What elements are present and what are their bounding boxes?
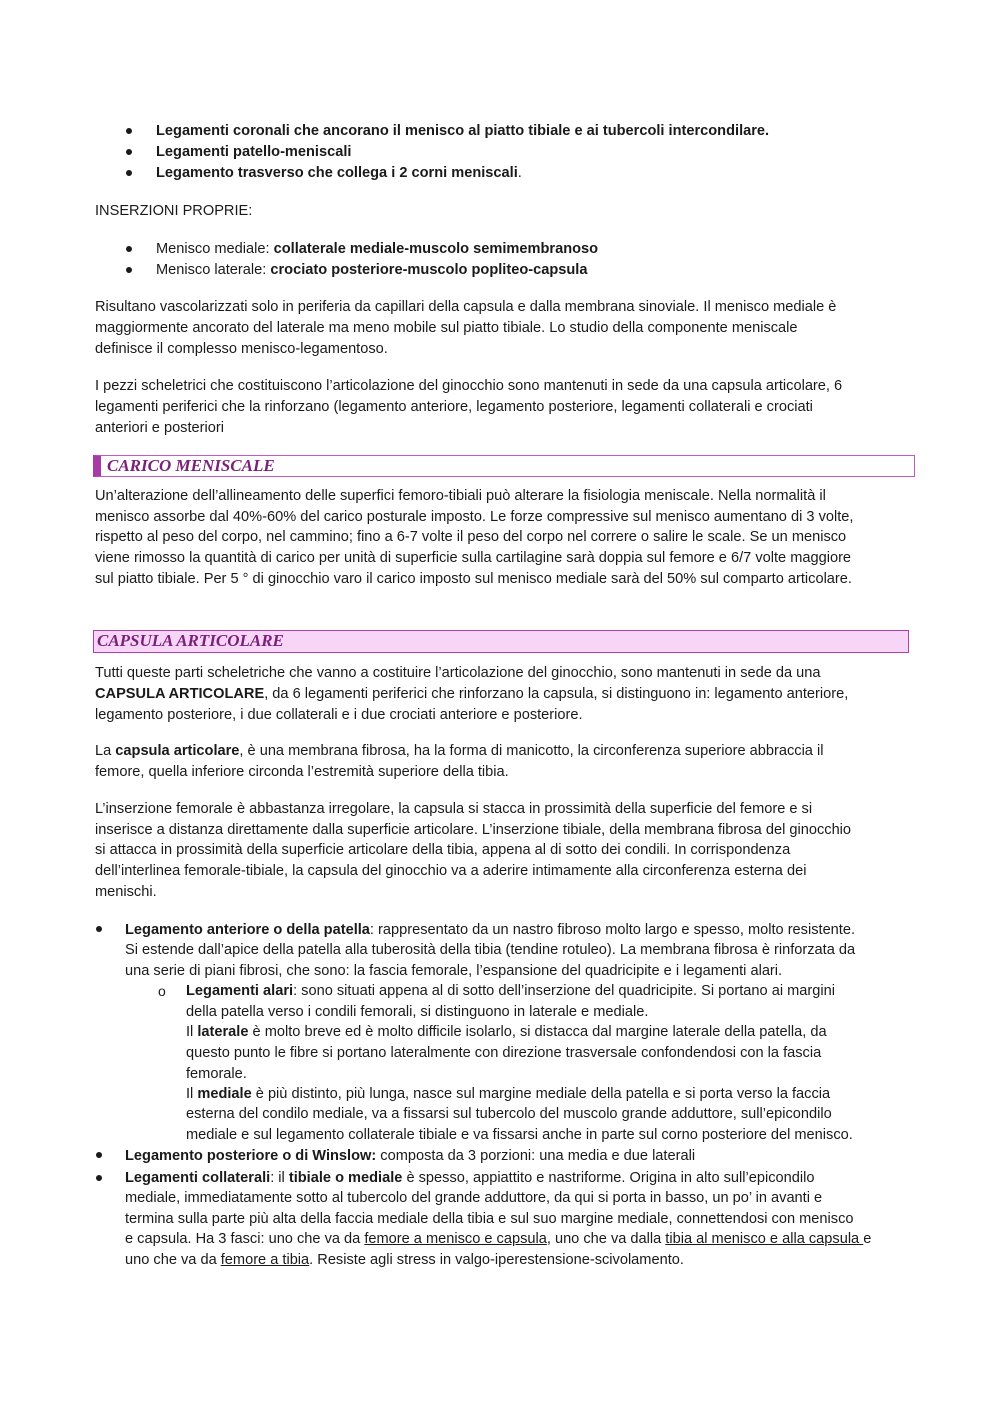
bullet-icon — [126, 170, 132, 176]
paragraph-line: si attacca in prossimità della superficie articolare della tibia, appena al di sotto dei condili. In corrispondenza — [95, 842, 791, 858]
text-run: è più distinto, più lunga, nasce sul margine mediale della patella e si porta verso la faccia — [251, 1086, 831, 1102]
text-run: uno che va da — [125, 1252, 221, 1268]
text-run: : il — [270, 1170, 289, 1186]
list-item-text: Legamento trasverso che collega i 2 corni meniscali — [156, 165, 518, 181]
paragraph-line: una serie di piani fibrosi, che sono: la fascia femorale, l’espansione del quadricipite e i legamenti alari. — [125, 963, 783, 979]
list-item — [156, 239, 598, 259]
paragraph-line: anteriori e posteriori — [95, 420, 224, 436]
paragraph-line: Un’alterazione dell’allineamento delle superfici femoro-tibiali può alterare la fisiologia meniscale. Nella normalità il — [95, 488, 826, 504]
paragraph-line — [125, 1250, 684, 1270]
paragraph-line: menischi. — [95, 884, 157, 900]
paragraph-line: dell’interlinea femorale-tibiale, la capsula del ginocchio va a aderire intimamente alla circonferenza esterna dei — [95, 863, 807, 879]
bullet-icon — [126, 246, 132, 252]
paragraph-line — [186, 1084, 830, 1104]
list-item — [156, 260, 587, 280]
bullet-icon — [96, 1152, 102, 1158]
paragraph-line: femorale. — [186, 1066, 247, 1082]
paragraph-line: Si estende dall’apice della patella alla tuberosità della tibia (tendine rotuleo). La membrana fibrosa è rinforzata da — [125, 942, 856, 958]
bold-term: tibiale o mediale — [288, 1170, 403, 1186]
text-run: è molto breve ed è molto difficile isolarlo, si distacca dal margine laterale della patella, da — [248, 1024, 827, 1040]
text-run: composta da 3 porzioni: una media e due laterali — [376, 1148, 696, 1164]
bold-term: mediale — [197, 1086, 252, 1102]
bullet-icon — [126, 128, 132, 134]
paragraph-line: Risultano vascolarizzati solo in periferia da capillari della capsula e dalla membrana sinoviale. Il menisco mediale è — [95, 299, 837, 315]
text-run: La — [95, 743, 116, 759]
list-item: Legamenti patello-meniscali — [156, 144, 352, 160]
bold-term: capsula articolare — [115, 743, 240, 759]
paragraph-line: mediale, immediatamente sotto al tubercolo del grande adduttore, da qui si porta in basso, un po’ in avanti e — [125, 1190, 823, 1206]
paragraph-line: rispetto al peso del corpo, nel cammino; fino a 6-7 volte il peso del corpo nel correre o salire le scale. Se un menisco — [95, 529, 847, 545]
list-item — [125, 1146, 695, 1166]
list-item — [156, 163, 522, 183]
insertion-label: Menisco mediale: — [156, 241, 274, 257]
bullet-icon — [96, 1175, 102, 1181]
paragraph-line — [95, 741, 823, 761]
list-item: Legamenti coronali che ancorano il menisco al piatto tibiale e ai tubercoli intercondilare. — [156, 123, 770, 139]
bullet-icon — [96, 926, 102, 932]
bold-term: Legamento anteriore o della patella — [125, 922, 370, 938]
paragraph-line: legamento posteriore, i due collaterali e i due crociati anteriore e posteriore. — [95, 707, 583, 723]
insertion-label: Menisco laterale: — [156, 262, 271, 278]
underlined-text: femore a menisco e capsula — [364, 1231, 547, 1247]
bold-term: laterale — [197, 1024, 249, 1040]
paragraph-line: femore, quella inferiore circonda l’estremità superiore della tibia. — [95, 764, 509, 780]
paragraph-line — [95, 684, 848, 704]
paragraph-line: mediale e sul legamento collaterale tibiale e va fissarsi anche in parte sul corno posteriore del menisco. — [186, 1127, 853, 1143]
text-run: : rappresentato da un nastro fibroso molto largo e spesso, molto resistente. — [369, 922, 856, 938]
paragraph-line: Tutti queste parti scheletriche che vanno a costituire l’articolazione del ginocchio, sono mantenuti in sede da una — [95, 665, 821, 681]
text-run: Il — [186, 1024, 198, 1040]
paragraph-line: inserisce a distanza direttamente dalla superficie articolare. L’inserzione tibiale, della membrana fibrosa del ginocchio — [95, 822, 852, 838]
text-run: è spesso, appiattito e nastriforme. Origina in alto sull’epicondilo — [402, 1170, 815, 1186]
paragraph-line: L’inserzione femorale è abbastanza irregolare, la capsula si stacca in prossimità della superficie del femore e si — [95, 801, 813, 817]
bullet-icon — [126, 149, 132, 155]
paragraph-line: viene rimosso la quantità di carico per unità di superficie sulla cartilagine sarà doppia sul femore e 6/7 volte maggiore — [95, 550, 852, 566]
text-run: , da 6 legamenti periferici che rinforzano la capsula, si distinguono in: legamento anteriore, — [264, 686, 849, 702]
bullet-icon — [126, 267, 132, 273]
text-run: e — [863, 1231, 872, 1247]
section-heading-carico-meniscale: CARICO MENISCALE — [93, 455, 915, 477]
insertion-value: collaterale mediale-muscolo semimembranoso — [273, 241, 599, 257]
paragraph-line: I pezzi scheletrici che costituiscono l’articolazione del ginocchio sono mantenuti in sede da una capsula articolare, 6 — [95, 378, 843, 394]
text-run: Il — [186, 1086, 198, 1102]
paragraph-line: legamenti periferici che la rinforzano (legamento anteriore, legamento posteriore, legamenti collaterali e crociati — [95, 399, 813, 415]
bold-term: CAPSULA ARTICOLARE — [95, 686, 265, 702]
paragraph-line: maggiormente ancorato del laterale ma meno mobile sul piatto tibiale. Lo studio della componente meniscale — [95, 320, 798, 336]
bold-term: Legamenti collaterali — [125, 1170, 271, 1186]
paragraph-line — [186, 1022, 827, 1042]
section-heading-capsula-articolare: CAPSULA ARTICOLARE — [93, 630, 909, 653]
text-run: . Resiste agli stress in valgo-iperestensione-scivolamento. — [309, 1252, 684, 1268]
list-item-tail: . — [517, 165, 522, 181]
paragraph-line — [125, 1229, 871, 1249]
underlined-text: femore a tibia — [220, 1252, 310, 1268]
paragraph-line: menisco assorbe dal 40%-60% del carico posturale imposto. Le forze compressive sul menisco aumentano di 3 volte, — [95, 509, 854, 525]
paragraph-line: sul piatto tibiale. Per 5 ° di ginocchio varo il carico imposto sul menisco mediale sarà del 50% sul comparto articolare. — [95, 571, 852, 587]
paragraph-line: della patella verso i condili femorali, si distinguono in laterale e mediale. — [186, 1004, 649, 1020]
text-run: e capsula. Ha 3 fasci: uno che va da — [125, 1231, 365, 1247]
paragraph-line: definisce il complesso menisco-legamentoso. — [95, 341, 388, 357]
bold-term: Legamenti alari — [186, 983, 294, 999]
paragraph-line: questo punto le fibre si portano lateralmente con direzione trasversale confondendosi con la fascia — [186, 1045, 822, 1061]
underlined-text: tibia al menisco e alla capsula — [665, 1231, 864, 1247]
insertions-heading: INSERZIONI PROPRIE: — [95, 203, 253, 219]
text-run: , uno che va dalla — [546, 1231, 666, 1247]
list-item — [186, 981, 835, 1001]
insertion-value: crociato posteriore-muscolo popliteo-capsula — [270, 262, 588, 278]
bold-term: Legamento posteriore o di Winslow: — [125, 1148, 377, 1164]
paragraph-line: termina sulla parte più alta della faccia mediale della tibia e sul suo margine mediale, connettendosi con menisco — [125, 1211, 854, 1227]
list-item — [125, 1168, 814, 1188]
circle-bullet-icon: o — [158, 983, 166, 999]
list-item — [125, 920, 855, 940]
text-run: , è una membrana fibrosa, ha la forma di manicotto, la circonferenza superiore abbraccia il — [239, 743, 824, 759]
text-run: : sono situati appena al di sotto dell’inserzione del quadricipite. Si portano ai margini — [293, 983, 835, 999]
paragraph-line: esterna del condilo mediale, va a fissarsi sul tubercolo del muscolo grande adduttore, sull’epicondilo — [186, 1106, 832, 1122]
